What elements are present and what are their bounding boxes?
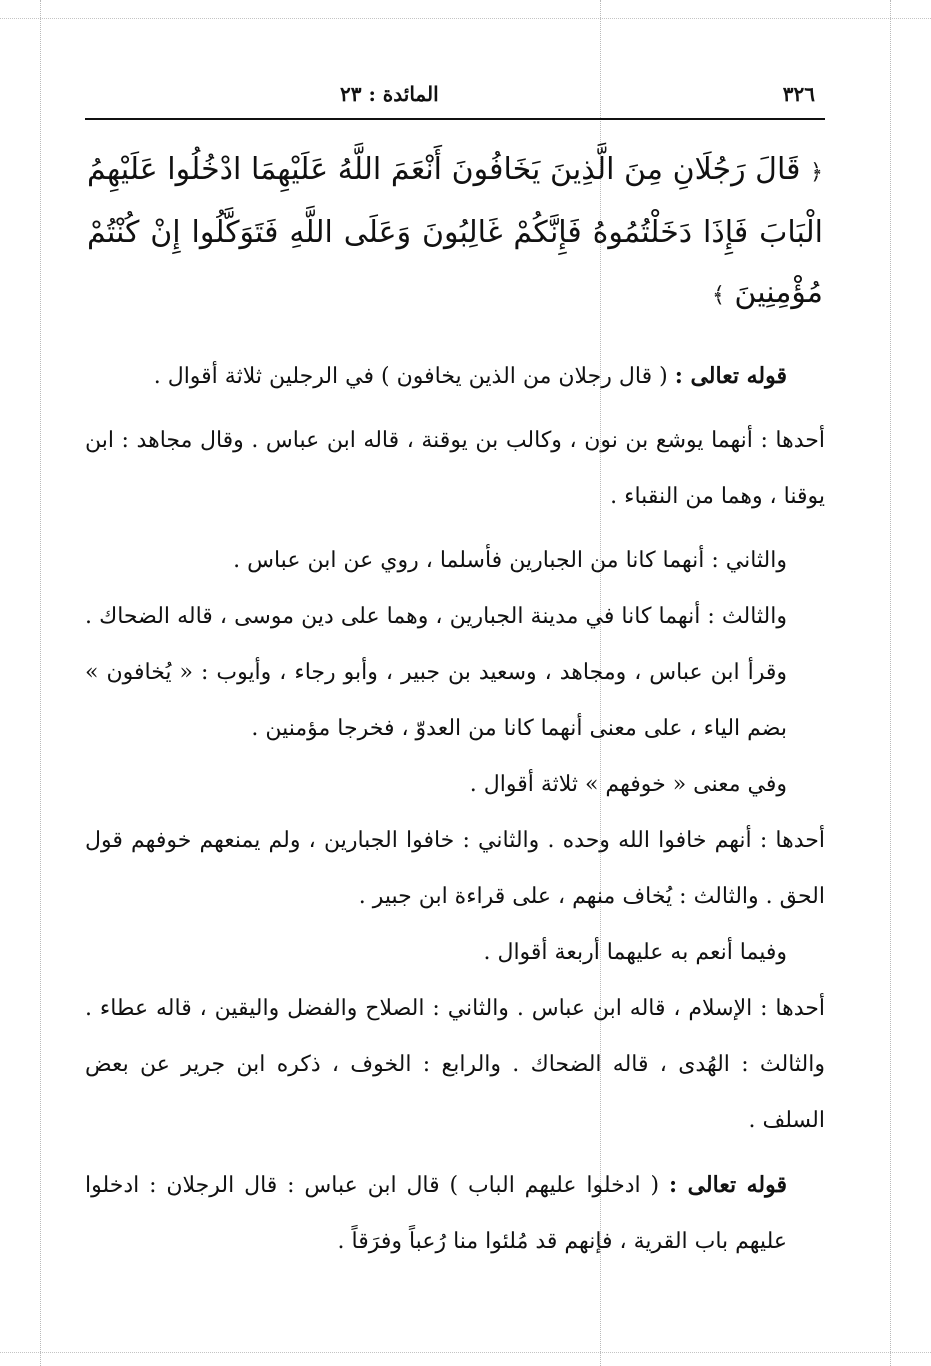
commentary-text: وفي معنى « خوفهم » ثلاثة أقوال .: [469, 772, 787, 797]
page-number: ٣٢٦: [782, 82, 815, 106]
commentary-paragraph: [85, 757, 825, 813]
surah-reference: المائدة : ٢٣: [340, 82, 439, 106]
quran-verse: [85, 140, 825, 326]
commentary-text: أحدها : الإسلام ، قاله ابن عباس . والثاني : الصلاح والفضل واليقين ، قاله عطاء . والثالث : الهُدى ، قاله الضحاك . والرابع : الخوف ، ذكره ابن جرير عن بعض السلف .: [85, 996, 825, 1133]
commentary-text: أحدها : أنهم خافوا الله وحده . والثاني : خافوا الجبارين ، ولم يمنعهم خوفهم قول الحق . والثالث : يُخاف منهم ، على قراءة ابن جبير .: [85, 828, 825, 909]
commentary-text: ( قال رجلان من الذين يخافون ) في الرجلين ثلاثة أقوال .: [153, 364, 668, 389]
dotted-guide-top: [0, 18, 931, 19]
commentary-paragraph: [85, 925, 825, 981]
dotted-guide-bottom: [0, 1352, 931, 1353]
commentary-text: والثاني : أنهما كانا من الجبارين فأسلما ، روي عن ابن عباس .: [233, 548, 787, 573]
commentary-text: والثالث : أنهما كانا في مدينة الجبارين ، وهما على دين موسى ، قاله الضحاك . وقرأ ابن عباس ، ومجاهد ، وسعيد بن جبير ، وأبو رجاء ، وأيوب : « يُخافون » بضم الياء ، على معنى أنهما كانا من العدوّ ، فخرجا مؤمنين .: [85, 604, 787, 741]
header-rule: [85, 118, 825, 120]
commentary-paragraph: [85, 813, 825, 925]
commentary-paragraph: [85, 589, 825, 757]
commentary-text: أحدها : أنهما يوشع بن نون ، وكالب بن يوقنة ، قاله ابن عباس . وقال مجاهد : ابن يوقنا ، وهما من النقباء .: [85, 428, 825, 509]
dotted-guide-right: [890, 0, 891, 1366]
verse-open-mark: ﴿: [810, 160, 823, 185]
verse-text: قَالَ رَجُلَانِ مِنَ الَّذِينَ يَخَافُونَ أَنْعَمَ اللَّهُ عَلَيْهِمَا ادْخُلُوا عَلَيْهِمُ الْبَابَ فَإِذَا دَخَلْتُمُوهُ فَإِنَّكُمْ غَالِبُونَ وَعَلَى اللَّهِ فَتَوَكَّلُوا إِنْ كُنْتُمْ مُؤْمِنِينَ: [87, 152, 823, 310]
commentary-paragraph: [85, 533, 825, 589]
commentary-paragraph: [85, 348, 825, 405]
dotted-guide-left: [40, 0, 41, 1366]
commentary-lead: قوله تعالى :: [668, 1172, 787, 1198]
commentary-paragraph: [85, 981, 825, 1149]
commentary-paragraph: [85, 413, 825, 525]
book-page: [85, 78, 825, 1278]
commentary-text: وفيما أنعم به عليهما أربعة أقوال .: [483, 940, 787, 965]
page-header: [85, 78, 825, 116]
commentary-paragraph: [85, 1157, 825, 1270]
commentary-text: ( ادخلوا عليهم الباب ) قال ابن عباس : قال الرجلان : ادخلوا عليهم باب القرية ، فإنهم قد مُلئوا منا رُعباً وفرَقاً .: [85, 1173, 787, 1254]
commentary-lead: قوله تعالى :: [674, 363, 787, 389]
verse-close-mark: ﴾: [711, 283, 725, 308]
